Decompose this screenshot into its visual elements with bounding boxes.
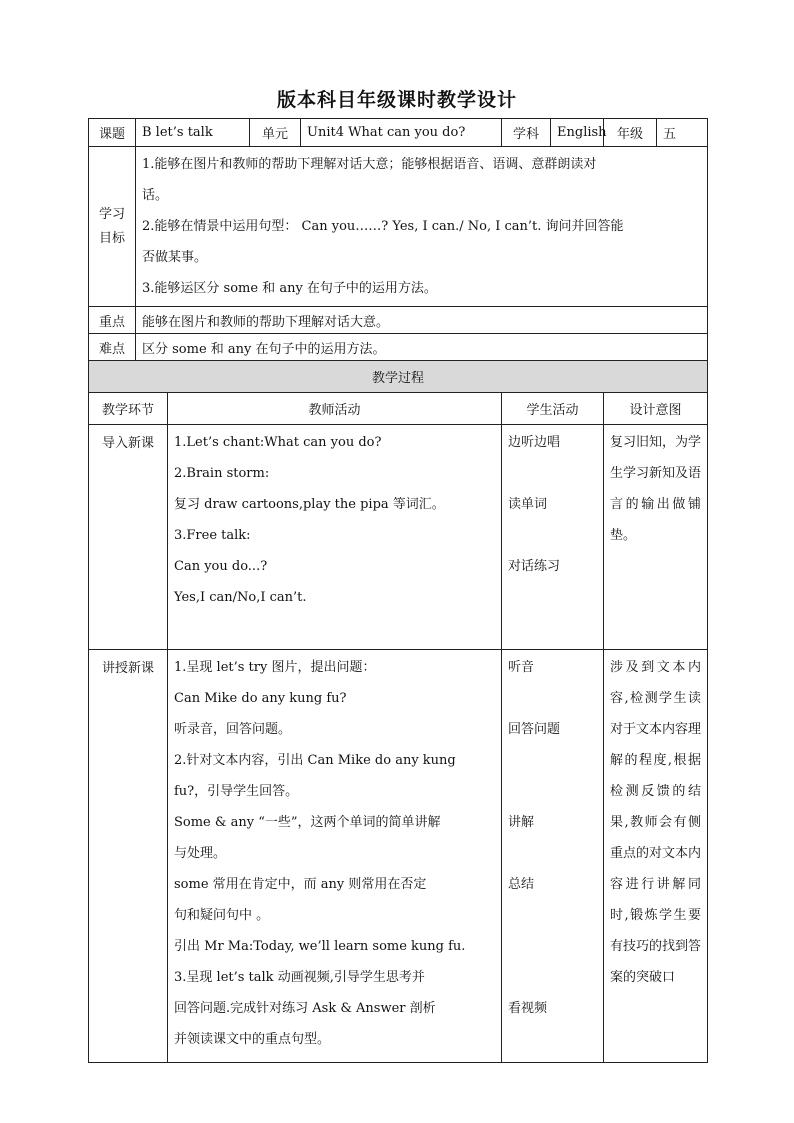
- teacher-line: 句和疑问句中 。: [174, 908, 270, 923]
- intro-stage: 导入新课: [89, 425, 168, 650]
- student-line: [508, 683, 597, 714]
- teacher-line: 2.针对文本内容，引出 Can Mike do any kung: [174, 753, 456, 768]
- goals-content: [136, 147, 708, 307]
- student-line: [508, 745, 597, 776]
- key-point-row: [89, 307, 708, 334]
- teacher-line: 1.呈现 let’s try 图片，提出问题：: [174, 660, 376, 675]
- process-title-row: [89, 361, 708, 393]
- teacher-line: Some & any “一些”，这两个单词的简单讲解: [174, 815, 441, 830]
- teacher-line: 与处理。: [174, 846, 227, 861]
- teacher-line: 回答问题.完成针对练习 Ask & Answer 剖析: [174, 1001, 436, 1016]
- goals-label: [89, 147, 136, 307]
- student-line: [508, 900, 597, 931]
- goal-line: 话。: [142, 188, 169, 203]
- key-point-text: 能够在图片和教师的帮助下理解对话大意。: [136, 307, 708, 334]
- col-student-header: 学生活动: [502, 393, 604, 425]
- teacher-line: 并领读课文中的重点句型。: [174, 1032, 331, 1047]
- goals-row: [89, 147, 708, 307]
- student-line: [508, 520, 597, 551]
- teacher-line: 复习 draw cartoons,play the pipa 等词汇。: [174, 497, 445, 512]
- new-lesson-stage: 讲授新课: [89, 650, 168, 1063]
- goal-line: 否做某事。: [142, 250, 208, 265]
- goals-label-line2: 目标: [98, 230, 125, 246]
- process-title: 教学过程: [89, 361, 708, 393]
- teacher-line: Can Mike do any kung fu?: [174, 691, 347, 706]
- intro-student-activity: [502, 425, 604, 650]
- student-line: [508, 776, 597, 807]
- teacher-line: some 常用在肯定中，而 any 则常用在否定: [174, 877, 427, 892]
- process-column-headers: [89, 393, 708, 425]
- student-line: [508, 838, 597, 869]
- new-lesson-student-activity: [502, 650, 604, 1063]
- teacher-line: 3.Free talk:: [174, 528, 251, 543]
- goal-line: 2.能够在情景中运用句型： Can you……? Yes, I can./ No, I can’t. 询问并回答能: [142, 219, 624, 234]
- header-row: [89, 119, 708, 147]
- unit-label: 单元: [250, 119, 301, 147]
- col-teacher-header: 教师活动: [168, 393, 502, 425]
- topic-value: B let’s talk: [136, 119, 250, 147]
- teacher-line: 引出 Mr Ma:Today, we’ll learn some kung fu.: [174, 939, 466, 954]
- key-point-label: 重点: [89, 307, 136, 334]
- col-purpose-header: 设计意图: [604, 393, 708, 425]
- intro-purpose: 复习旧知，为学生学习新知及语言的输出做铺垫。: [604, 425, 708, 650]
- teacher-line: Can you do...?: [174, 559, 268, 574]
- lesson-plan-table: [88, 118, 708, 1063]
- student-line: 回答问题: [508, 722, 561, 737]
- col-stage-header: 教学环节: [89, 393, 168, 425]
- student-line: [508, 962, 597, 993]
- teacher-line: 听录音，回答问题。: [174, 722, 292, 737]
- grade-value: 五: [657, 119, 708, 147]
- student-line: [508, 458, 597, 489]
- goal-line: 3.能够运区分 some 和 any 在句子中的运用方法。: [142, 281, 437, 296]
- student-line: 看视频: [508, 1001, 548, 1016]
- goals-label-line1: 学习: [98, 206, 125, 222]
- teacher-line: Yes,I can/No,I can’t.: [174, 590, 307, 605]
- teacher-line: fu?，引导学生回答。: [174, 784, 299, 799]
- intro-teacher-activity: [168, 425, 502, 650]
- student-line: 讲解: [508, 815, 535, 830]
- new-lesson-row: [89, 650, 708, 1063]
- teacher-line: 2.Brain storm:: [174, 466, 270, 481]
- difficulty-label: 难点: [89, 334, 136, 361]
- student-line: 总结: [508, 877, 535, 892]
- difficulty-text: 区分 some 和 any 在句子中的运用方法。: [136, 334, 708, 361]
- student-line: 对话练习: [508, 559, 561, 574]
- page-title: 版本科目年级课时教学设计: [276, 89, 517, 111]
- student-line: 读单词: [508, 497, 548, 512]
- teacher-line: 3.呈现 let’s talk 动画视频,引导学生思考并: [174, 970, 425, 985]
- student-line: [508, 931, 597, 962]
- grade-label: 年级: [604, 119, 657, 147]
- student-line: 听音: [508, 660, 535, 675]
- subject-value: English: [551, 119, 604, 147]
- new-lesson-purpose: 涉及到文本内容,检测学生读对于文本内容理解的程度,根据检测反馈的结果,教师会有侧重点的对文本内容进行讲解同时,锻炼学生要有技巧的找到答案的突破口: [604, 650, 708, 1063]
- subject-label: 学科: [502, 119, 551, 147]
- goal-line: 1.能够在图片和教师的帮助下理解对话大意；能够根据语音、语调、意群朗读对: [142, 157, 597, 172]
- new-lesson-teacher-activity: [168, 650, 502, 1063]
- difficulty-row: [89, 334, 708, 361]
- topic-label: 课题: [89, 119, 136, 147]
- student-line: 边听边唱: [508, 435, 561, 450]
- teacher-line: 1.Let’s chant:What can you do?: [174, 435, 382, 450]
- intro-row: [89, 425, 708, 650]
- unit-value: Unit4 What can you do?: [301, 119, 502, 147]
